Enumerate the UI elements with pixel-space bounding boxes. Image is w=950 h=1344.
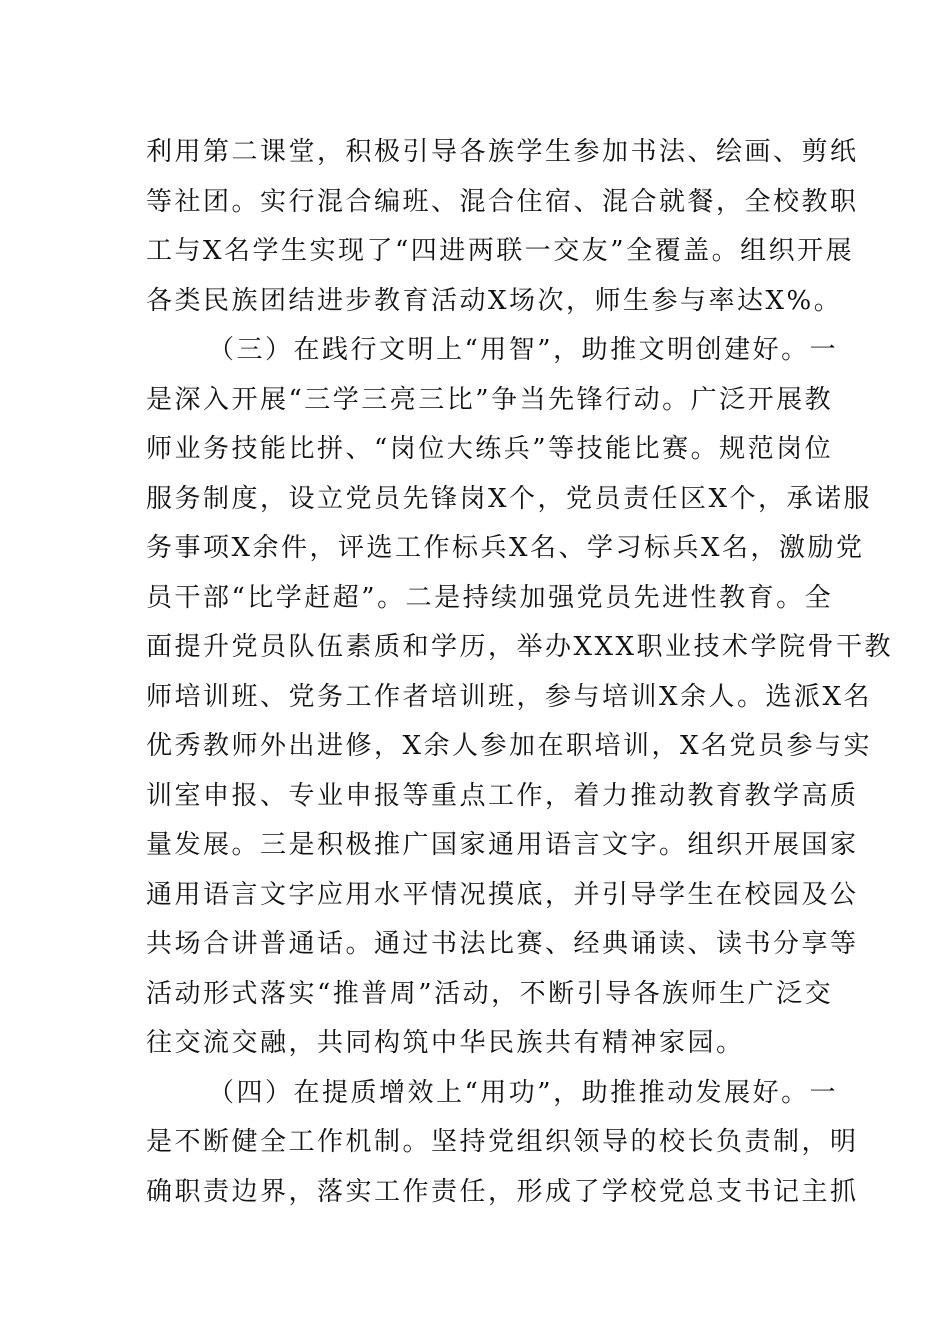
document-page [146,128,894,1217]
section-heading-line: （三）在践行文明上“用智”，助推文明创建好。一 [208,335,839,365]
text-line: 师培训班、党务工作者培训班，参与培训X余人。选派X名 [146,681,873,712]
text-line: 通用语言文字应用水平情况摸底，并引导学生在校园及公 [146,879,859,910]
text-line: 利用第二课堂，积极引导各族学生参加书法、绘画、剪纸 [146,137,859,167]
text-line: 往交流交融，共同构筑中华民族共有精神家园。 [146,1028,745,1058]
text-line: 师业务技能比拼、“岗位大练兵”等技能比赛。规范岗位 [146,434,834,464]
text-line: 面提升党员队伍素质和学历，举办XXX职业技术学院骨干教 [146,632,894,662]
text-line: 优秀教师外出进修，X余人参加在职培训，X名党员参与实 [146,731,873,761]
text-line: 工与X名学生实现了“四进两联一交友”全覆盖。组织开展 [146,236,855,266]
text-line: 活动形式落实“推普周”活动，不断引导各族师生广泛交 [146,978,834,1009]
section-heading-line: （四）在提质增效上“用功”，助推推动发展好。一 [208,1077,839,1108]
text-line: 服务制度，设立党员先锋岗X个，党员责任区X个，承诺服 [146,483,873,514]
text-line: 各类民族团结进步教育活动X场次，师生参与率达X%。 [146,285,843,316]
text-line: 等社团。实行混合编班、混合住宿、混合就餐，全校教职 [146,186,859,217]
text-line: 务事项X余件，评选工作标兵X名、学习标兵X名，激励党 [146,533,865,563]
text-line: 训室申报、专业申报等重点工作，着力推动教育教学高质 [146,780,859,811]
text-line: 确职责边界，落实工作责任，形成了学校党总支书记主抓 [146,1176,859,1207]
text-line: 是深入开展“三学三亮三比”争当先锋行动。广泛开展教 [146,384,834,415]
text-line: 量发展。三是积极推广国家通用语言文字。组织开展国家 [146,830,859,860]
text-line: 员干部“比学赶超”。二是持续加强党员先进性教育。全 [146,582,834,613]
text-line: 是不断健全工作机制。坚持党组织领导的校长负责制，明 [146,1127,859,1157]
text-line: 共场合讲普通话。通过书法比赛、经典诵读、读书分享等 [146,929,859,959]
